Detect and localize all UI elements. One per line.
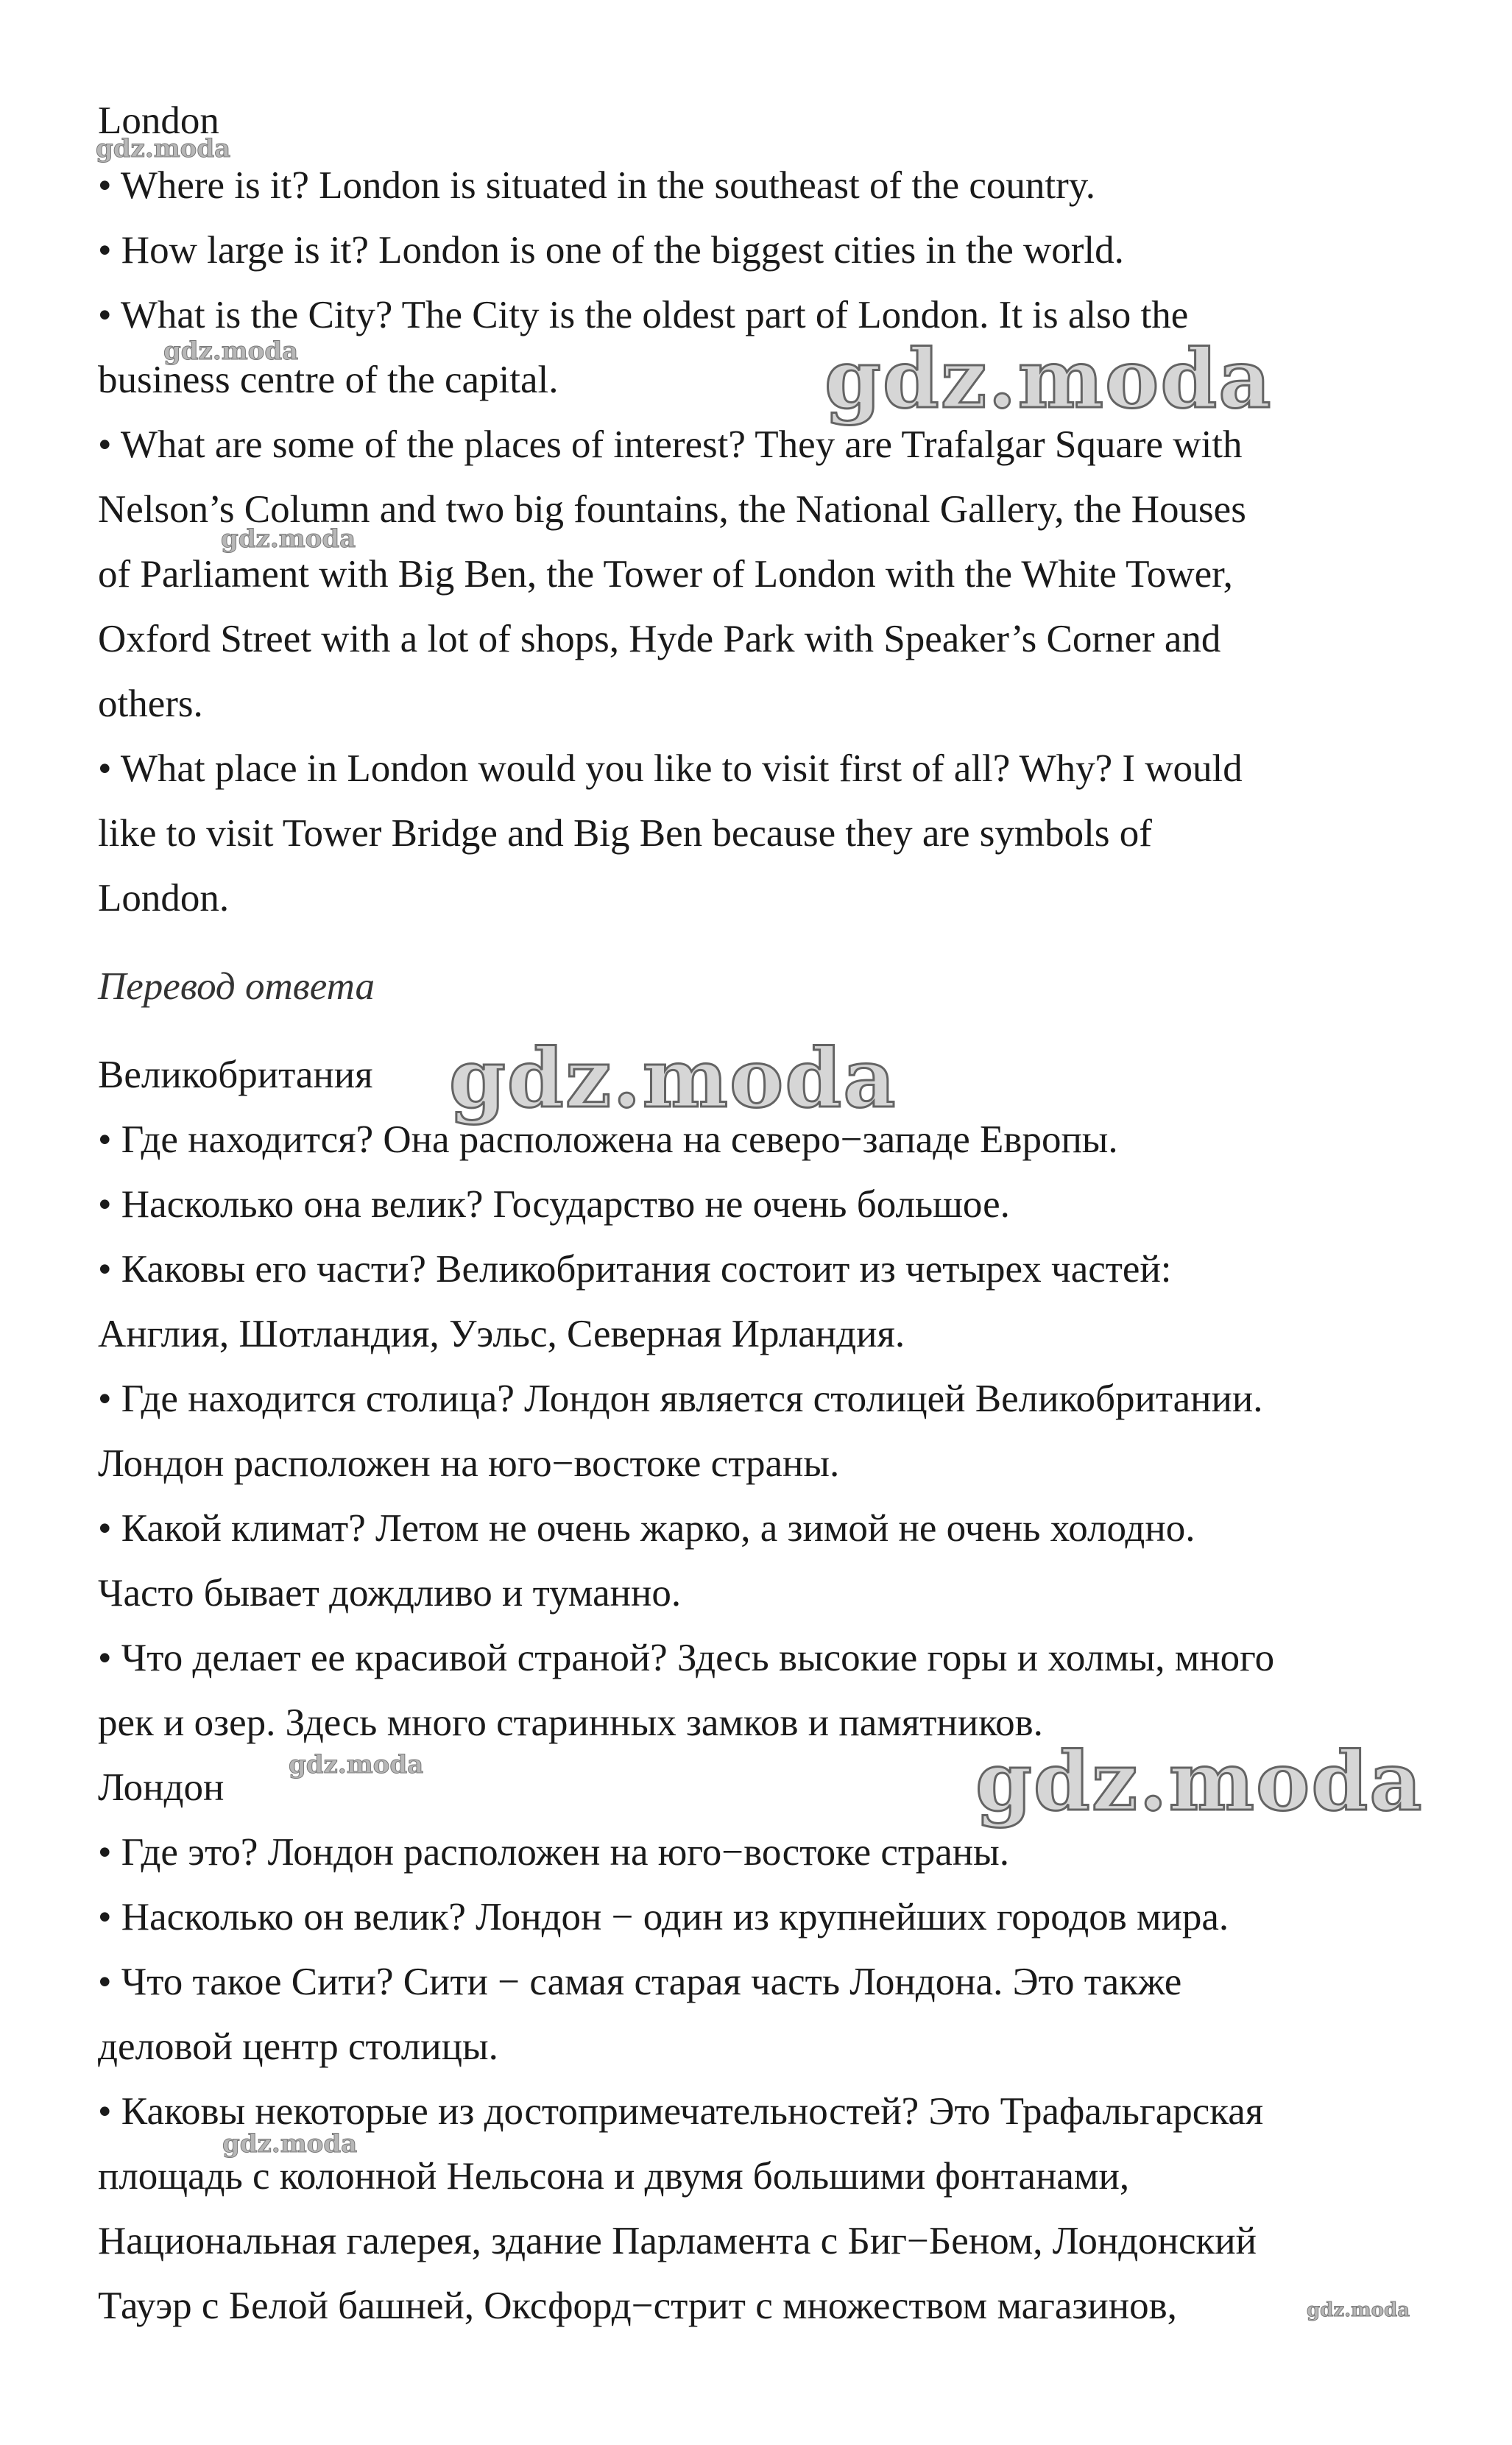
text-line: like to visit Tower Bridge and Big Ben because they are symbols of <box>98 812 1152 855</box>
text-line: • Where is it? London is situated in the southeast of the country. <box>98 164 1096 207</box>
watermark-large: gdz.moda <box>449 1031 897 1126</box>
text-line: • Что делает ее красивой страной? Здесь высокие горы и холмы, много <box>98 1637 1275 1679</box>
text-line: • How large is it? London is one of the biggest cities in the world. <box>98 229 1124 272</box>
watermark-small: gdz.moda <box>221 524 356 554</box>
text-line: • Каковы некоторые из достопримечательностей? Это Трафальгарская <box>98 2090 1264 2133</box>
text-line: • Где это? Лондон расположен на юго−востоке страны. <box>98 1831 1009 1874</box>
translation-label: Перевод ответа <box>98 965 375 1008</box>
russian-london-text-block <box>98 1820 1423 2338</box>
text-line: • Насколько он велик? Лондон − один из крупнейших городов мира. <box>98 1896 1229 1938</box>
watermark-large: gdz.moda <box>975 1734 1424 1829</box>
text-line: Лондон расположен на юго−востоке страны. <box>98 1442 840 1485</box>
watermark-small: gdz.moda <box>96 134 231 163</box>
text-line: London. <box>98 877 230 920</box>
section-title-london-en: London <box>98 99 219 142</box>
text-line: • Где находится столица? Лондон является столицей Великобритании. <box>98 1377 1263 1420</box>
text-line: Nelson’s Column and two big fountains, the National Gallery, the Houses <box>98 488 1246 531</box>
watermark-small: gdz.moda <box>289 1750 424 1779</box>
text-line: • Какой климат? Летом не очень жарко, а зимой не очень холодно. <box>98 1507 1195 1550</box>
watermark-small: gdz.moda <box>222 2129 358 2159</box>
text-line: • What place in London would you like to visit first of all? Why? I would <box>98 747 1243 790</box>
watermark-small: gdz.moda <box>1307 2299 1410 2321</box>
text-line: of Parliament with Big Ben, the Tower of London with the White Tower, <box>98 553 1233 596</box>
watermark-large: gdz.moda <box>824 331 1273 426</box>
text-line: others. <box>98 682 203 725</box>
text-line: Oxford Street with a lot of shops, Hyde Park with Speaker’s Corner and <box>98 618 1221 660</box>
russian-gb-text-block <box>98 1107 1423 1755</box>
section-title-great-britain-ru: Великобритания <box>98 1054 373 1096</box>
text-line: • What are some of the places of interest? They are Trafalgar Square with <box>98 423 1243 466</box>
text-line: деловой центр столицы. <box>98 2025 498 2068</box>
text-line: • What is the City? The City is the oldest part of London. It is also the <box>98 294 1189 336</box>
text-line: рек и озер. Здесь много старинных замков и памятников. <box>98 1701 1043 1744</box>
text-line: • Насколько она велик? Государство не очень большое. <box>98 1183 1010 1226</box>
text-line: • Каковы его части? Великобритания состоит из четырех частей: <box>98 1248 1172 1291</box>
text-line: Национальная галерея, здание Парламента с Биг−Беном, Лондонский <box>98 2220 1257 2262</box>
section-title-london-ru: Лондон <box>98 1766 225 1809</box>
text-line: Тауэр с Белой башней, Оксфорд−стрит с множеством магазинов, <box>98 2285 1177 2327</box>
text-line: Англия, Шотландия, Уэльс, Северная Ирландия. <box>98 1313 905 1355</box>
text-line: • Где находится? Она расположена на северо−западе Европы. <box>98 1118 1118 1161</box>
text-line: Часто бывает дождливо и туманно. <box>98 1572 682 1615</box>
text-line: • Что такое Сити? Сити − самая старая часть Лондона. Это также <box>98 1961 1182 2003</box>
text-line: площадь с колонной Нельсона и двумя большими фонтанами, <box>98 2155 1130 2198</box>
text-line: business centre of the capital. <box>98 359 559 401</box>
watermark-small: gdz.moda <box>163 336 299 366</box>
